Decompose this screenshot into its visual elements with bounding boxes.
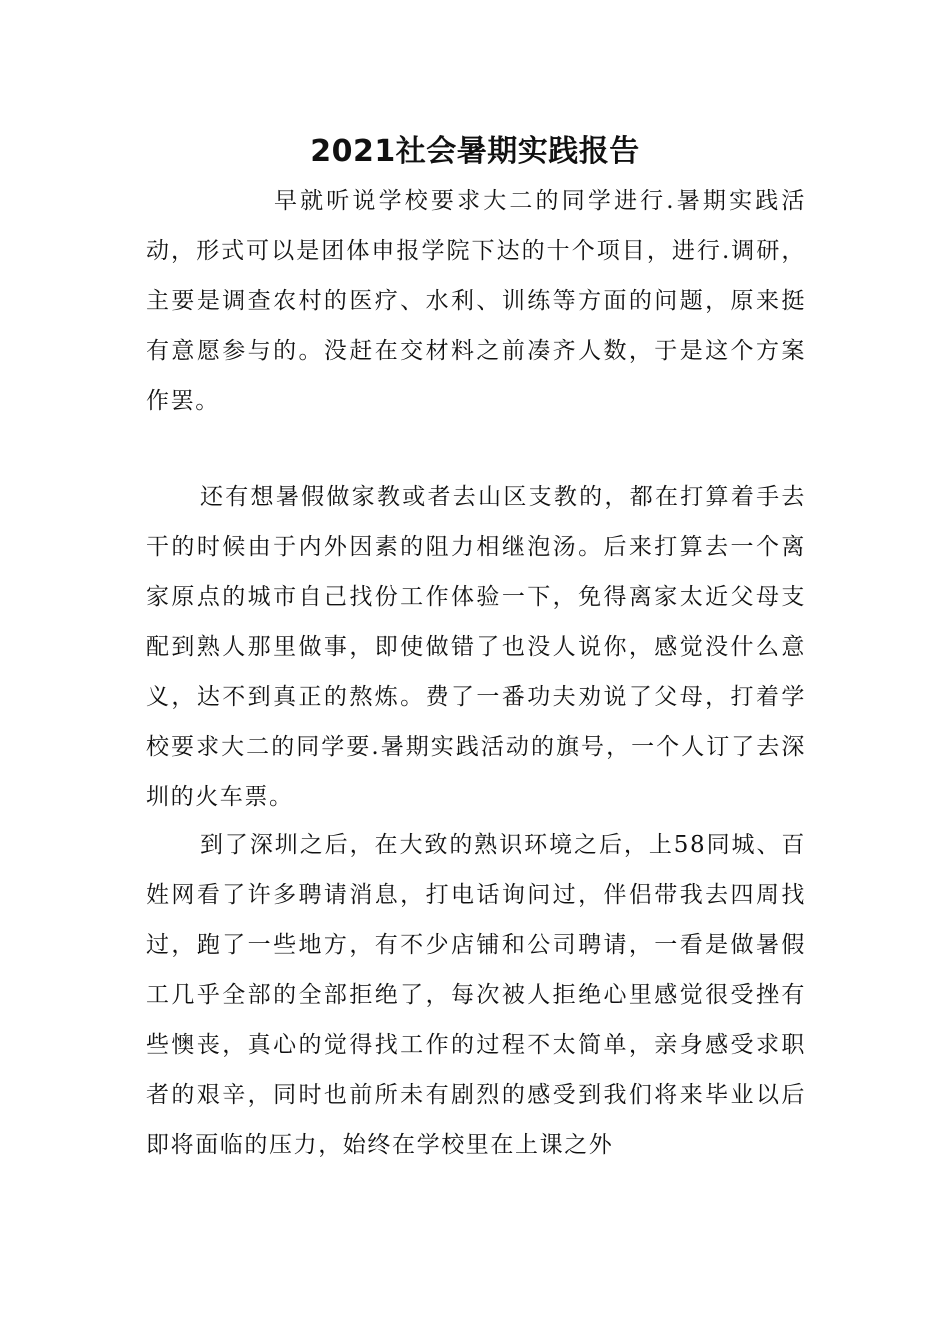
paragraph-1: 早就听说学校要求大二的同学进行.暑期实践活动，形式可以是团体申报学院下达的十个项目，进行.调研，主要是调查农村的医疗、水利、训练等方面的问题，原来挺有意愿参与的。没赶在交材料之前凑齐人数，于是这个方案作罢。 [146, 188, 806, 414]
paragraph-2: 还有想暑假做家教或者去山区支教的，都在打算着手去干的时候由于内外因素的阻力相继泡汤。后来打算去一个离家原点的城市自己找份工作体验一下，免得离家太近父母支配到熟人那里做事，即使做错了也没人说你，感觉没什么意义，达不到真正的熬炼。费了一番功夫劝说了父母，打着学校要求大二的同学要.暑期实践活动的旗号，一个人订了去深圳的火车票。 [146, 484, 806, 810]
paragraph-3: 到了深圳之后，在大致的熟识环境之后，上58同城、百姓网看了许多聘请消息，打电话询问过，伴侣带我去四周找过，跑了一些地方，有不少店铺和公司聘请，一看是做暑假工几乎全部的全部拒绝了，每次被人拒绝心里感觉很受挫有些懊丧，真心的觉得找工作的过程不太简单，亲身感受求职者的艰辛，同时也前所未有剧烈的感受到我们将来毕业以后即将面临的压力，始终在学校里在上课之外 [146, 832, 806, 1158]
document-title: 2021社会暑期实践报告 [310, 134, 640, 169]
